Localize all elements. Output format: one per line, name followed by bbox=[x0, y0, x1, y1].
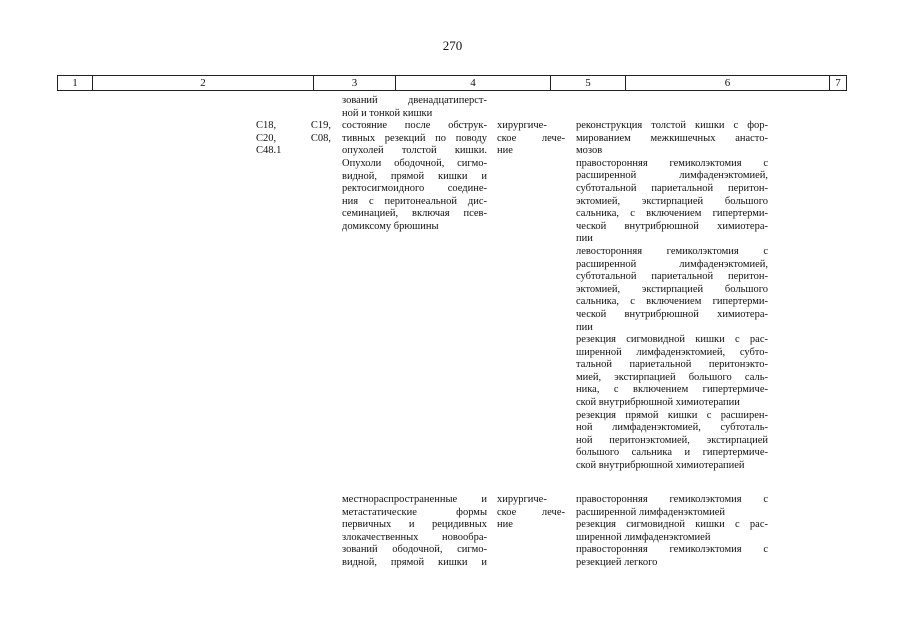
diagnosis-line: Опухоли ободочной, сигмо- bbox=[342, 157, 487, 169]
method-line: ника, с включением гипертермиче- bbox=[576, 384, 768, 396]
method-line: расширенной лимфаденэктомией, bbox=[576, 170, 768, 182]
code: C18, bbox=[256, 120, 277, 131]
page-number: 270 bbox=[442, 38, 463, 53]
diagnosis-line: первичных и рецидивных bbox=[342, 519, 487, 531]
treatment-methods-cell bbox=[576, 494, 768, 570]
treatment-type-line: хирургиче- bbox=[497, 120, 547, 131]
method-line: резекция сигмовидной кишки с рас- bbox=[576, 519, 768, 531]
method-line: ческой внутрибрюшной химиотера- bbox=[576, 220, 768, 232]
diagnosis-line: видной, прямой кишки и bbox=[342, 556, 487, 568]
method-line: ширенной лимфаденэктомией bbox=[576, 531, 711, 543]
code: C48.1 bbox=[256, 145, 282, 157]
method-line: сальника, с включением гипертерми- bbox=[576, 208, 768, 220]
method-line: эктомией, экстирпацией большого bbox=[576, 283, 768, 295]
header-cell: 4 bbox=[395, 76, 550, 90]
method-line: большого сальника и гипертермиче- bbox=[576, 447, 768, 459]
code: C19, bbox=[310, 120, 331, 131]
method-line: мированием межкишечных анасто- bbox=[576, 132, 768, 144]
header-cell: 7 bbox=[829, 76, 847, 90]
diagnosis-line: ния с перитонеальной дис- bbox=[342, 195, 487, 207]
method-line: резекция прямой кишки с расширен- bbox=[576, 409, 768, 421]
method-line: пии bbox=[576, 321, 593, 333]
treatment-type-cell bbox=[497, 494, 565, 532]
header-cell: 3 bbox=[313, 76, 395, 90]
method-line: ширенной лимфаденэктомией, субто- bbox=[576, 346, 768, 358]
header-cell: 5 bbox=[550, 76, 625, 90]
diagnosis-line: злокачественных новообра- bbox=[342, 531, 487, 543]
diagnosis-line: местнораспространенные и bbox=[342, 494, 487, 505]
method-line: субтотальной париетальной перитон- bbox=[576, 182, 768, 194]
method-line: субтотальной париетальной перитон- bbox=[576, 271, 768, 283]
method-line: ной лимфаденэктомией, субтоталь- bbox=[576, 422, 768, 434]
method-line: пии bbox=[576, 233, 593, 245]
diagnosis-line: состояние после обструк- bbox=[342, 120, 487, 132]
method-line: расширенной лимфаденэктомией bbox=[576, 506, 726, 518]
method-line: сальника, с включением гипертерми- bbox=[576, 296, 768, 308]
method-line: мозов bbox=[576, 145, 603, 157]
method-line: резекцией легкого bbox=[576, 556, 658, 568]
method-line: правосторонняя гемиколэктомия с bbox=[576, 494, 768, 505]
treatment-type-line: хирургиче- bbox=[497, 494, 547, 505]
method-line: тальной париетальной перитонэкто- bbox=[576, 359, 768, 371]
treatment-type-line: ние bbox=[497, 145, 513, 157]
method-line: ной перитонэктомией, экстирпацией bbox=[576, 434, 768, 446]
diagnosis-line: метастатические формы bbox=[342, 506, 487, 518]
diagnosis-cell bbox=[342, 95, 487, 234]
method-line: правосторонняя гемиколэктомия с bbox=[576, 544, 768, 556]
diagnosis-line: видной, прямой кишки и bbox=[342, 170, 487, 182]
method-line: ческой внутрибрюшной химиотера- bbox=[576, 308, 768, 320]
header-cell: 6 bbox=[625, 76, 829, 90]
method-line: расширенной лимфаденэктомией, bbox=[576, 258, 768, 270]
diagnosis-line: зований ободочной, сигмо- bbox=[342, 544, 487, 556]
diagnosis-line: семинацией, включая псев- bbox=[342, 208, 487, 220]
method-line: резекция сигмовидной кишки с рас- bbox=[576, 334, 768, 346]
method-line: мией, экстирпацией большого саль- bbox=[576, 371, 768, 383]
treatment-type-line: ское лече- bbox=[497, 132, 565, 144]
method-line: ской внутрибрюшной химиотерапией bbox=[576, 460, 745, 472]
treatment-type-line: ское лече- bbox=[497, 506, 565, 518]
treatment-methods-cell bbox=[576, 120, 768, 473]
diagnosis-line: домиксому брюшины bbox=[342, 220, 439, 232]
diagnosis-cell bbox=[342, 494, 487, 570]
code: C08, bbox=[310, 132, 331, 144]
treatment-type-line: ние bbox=[497, 519, 513, 531]
method-line: эктомией, экстирпацией большого bbox=[576, 195, 768, 207]
header-cell: 1 bbox=[57, 76, 92, 90]
icd-codes bbox=[256, 120, 331, 158]
code: C20, bbox=[256, 132, 277, 144]
header-cell: 2 bbox=[92, 76, 313, 90]
method-line: левосторонняя гемиколэктомия с bbox=[576, 245, 768, 257]
method-line: правосторонняя гемиколэктомия с bbox=[576, 157, 768, 169]
method-line: реконструкция толстой кишки с фор- bbox=[576, 120, 768, 131]
treatment-type-cell bbox=[497, 120, 565, 158]
diagnosis-line: зований двенадцатиперст- bbox=[342, 95, 487, 106]
method-line: ской внутрибрюшной химиотерапии bbox=[576, 397, 740, 409]
table-header-row bbox=[57, 75, 847, 91]
diagnosis-line: опухолей толстой кишки. bbox=[342, 145, 487, 157]
diagnosis-line: тивных резекций по поводу bbox=[342, 132, 487, 144]
diagnosis-line: ректосигмоидного соедине- bbox=[342, 183, 487, 195]
diagnosis-line: ной и тонкой кишки bbox=[342, 107, 433, 119]
